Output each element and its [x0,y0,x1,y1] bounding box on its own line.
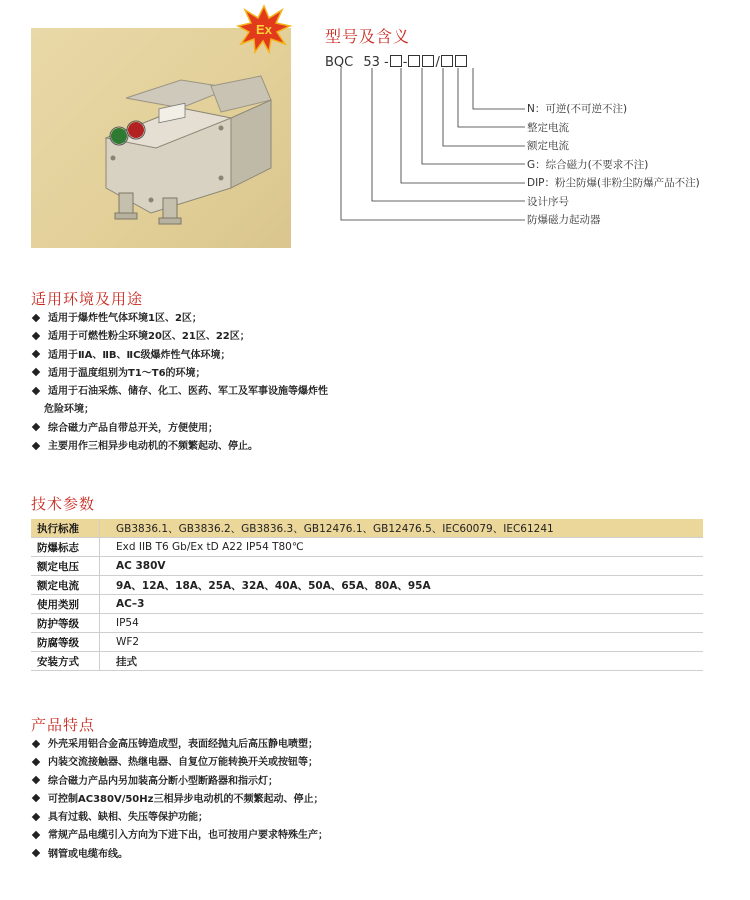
table-row [31,519,703,538]
param-value: Exd IIB T6 Gb/Ex tD A22 IP54 T80℃ [100,538,704,557]
legend-item: 整定电流 [527,121,569,134]
list-item-text: 适用于爆炸性气体环境1区、2区； [48,313,202,324]
environment-list [31,310,328,456]
list-item [31,736,328,754]
diamond-bullet-icon [32,758,40,766]
param-key: 安装方式 [31,652,100,671]
diamond-bullet-icon [32,423,40,431]
param-key: 防护等级 [31,614,100,633]
param-value: 9A、12A、18A、25A、32A、40A、50A、65A、80A、95A [100,576,704,595]
list-item-text: 适用于石油采炼、储存、化工、医药、军工及军事设施等爆炸性 [48,386,328,398]
table-row [31,538,703,557]
list-item-text: 综合磁力产品自带总开关，方便使用； [48,422,218,434]
list-item [31,438,328,456]
diamond-bullet-icon [32,350,40,358]
code-box-1 [390,55,402,67]
list-item-text: 适用于温度组别为T1～T6的环境； [48,367,206,379]
list-item [31,827,328,845]
table-row [31,652,703,671]
param-value: WF2 [100,633,704,652]
table-row [31,614,703,633]
environment-section-title: 适用环境及用途 [31,290,144,308]
list-item [31,328,328,346]
line-dip [401,68,525,183]
param-key: 防腐等级 [31,633,100,652]
param-key: 防爆标志 [31,538,100,557]
diamond-bullet-icon [32,812,40,820]
line-rated-current [443,68,525,146]
code-box-2 [408,55,420,67]
diamond-bullet-icon [32,332,40,340]
diamond-bullet-icon [32,849,40,857]
param-value: GB3836.1、GB3836.2、GB3836.3、GB12476.1、GB12476.5、IEC60079、IEC61241 [100,519,704,538]
ex-badge-label: Ex [256,22,272,37]
diamond-bullet-icon [32,313,40,321]
param-value: AC 380V [100,557,704,576]
diamond-bullet-icon [32,831,40,839]
features-section-title: 产品特点 [31,716,96,734]
list-item [31,420,328,438]
list-item-text: 内装交流接触器、热继电器、自复位万能转换开关或按钮等； [48,757,318,769]
list-item-text: 危险环境； [44,404,94,416]
list-item [31,310,328,328]
line-g [422,68,525,164]
table-row [31,595,703,614]
list-item-text: 外壳采用铝合金高压铸造成型，表面经抛丸后高压静电喷塑； [48,739,318,750]
param-key: 额定电压 [31,557,100,576]
param-value: AC–3 [100,595,704,614]
starburst-icon [236,4,292,54]
line-starter [341,68,525,220]
diamond-bullet-icon [32,739,40,747]
list-item-continuation [31,401,328,419]
list-item-text: 具有过载、缺相、失压等保护功能； [48,812,208,824]
slash: / [435,55,440,70]
table-row [31,633,703,652]
model-section-title: 型号及含义 [325,27,411,46]
list-item [31,846,328,864]
param-key: 额定电流 [31,576,100,595]
code-box-3 [422,55,434,67]
ex-starburst-badge [236,4,292,54]
model-prefix: BQC [325,55,354,70]
param-value: IP54 [100,614,704,633]
table-row [31,576,703,595]
params-section-title: 技术参数 [31,495,96,513]
list-item-text: 适用于ⅡA、ⅡB、ⅡC级爆炸性气体环境； [48,349,231,361]
model-legend [527,100,700,230]
legend-item: G：综合磁力(不要求不注) [527,158,649,171]
line-set-current [458,68,525,127]
list-item-text: 主要用作三相异步电动机的不频繁起动、停止。 [48,441,258,453]
list-item-text: 钢管或电缆布线。 [48,848,128,860]
list-item [31,791,328,809]
list-item [31,365,328,383]
params-table [31,519,703,671]
line-design-no [372,68,525,201]
list-item [31,347,328,365]
starter-enclosure-illustration [31,28,291,248]
list-item-text: 综合磁力产品内另加装高分断小型断路器和指示灯； [48,775,278,787]
code-box-4 [441,55,453,67]
param-key: 使用类别 [31,595,100,614]
list-item [31,809,328,827]
dash: - [379,55,389,70]
dash: - [402,55,408,70]
diamond-bullet-icon [32,794,40,802]
line-n [473,68,525,109]
list-item-text: 常规产品电缆引入方向为下进下出，也可按用户要求特殊生产； [48,830,328,842]
diamond-bullet-icon [32,776,40,784]
legend-item: 额定电流 [527,140,569,152]
list-item [31,383,328,401]
list-item-text: 适用于可燃性粉尘环境20区、21区、22区； [48,331,250,343]
table-row [31,557,703,576]
diamond-bullet-icon [32,441,40,449]
code-box-5 [455,55,467,67]
legend-item: 设计序号 [527,195,569,208]
list-item [31,773,328,791]
diamond-bullet-icon [32,368,40,376]
legend-item: N：可逆(不可逆不注) [527,103,628,115]
diamond-bullet-icon [32,386,40,394]
product-photo [31,28,291,248]
list-item-text: 可控制AC380V/50Hz三相异步电动机的不频繁起动、停止； [48,793,324,805]
legend-item: 防爆磁力起动器 [527,214,601,226]
param-key: 执行标准 [31,519,100,538]
legend-item: DIP：粉尘防爆(非粉尘防爆产品不注) [527,177,700,189]
features-list [31,736,328,864]
model-series: 53 [363,55,380,70]
param-value: 挂式 [100,652,704,671]
list-item [31,754,328,772]
